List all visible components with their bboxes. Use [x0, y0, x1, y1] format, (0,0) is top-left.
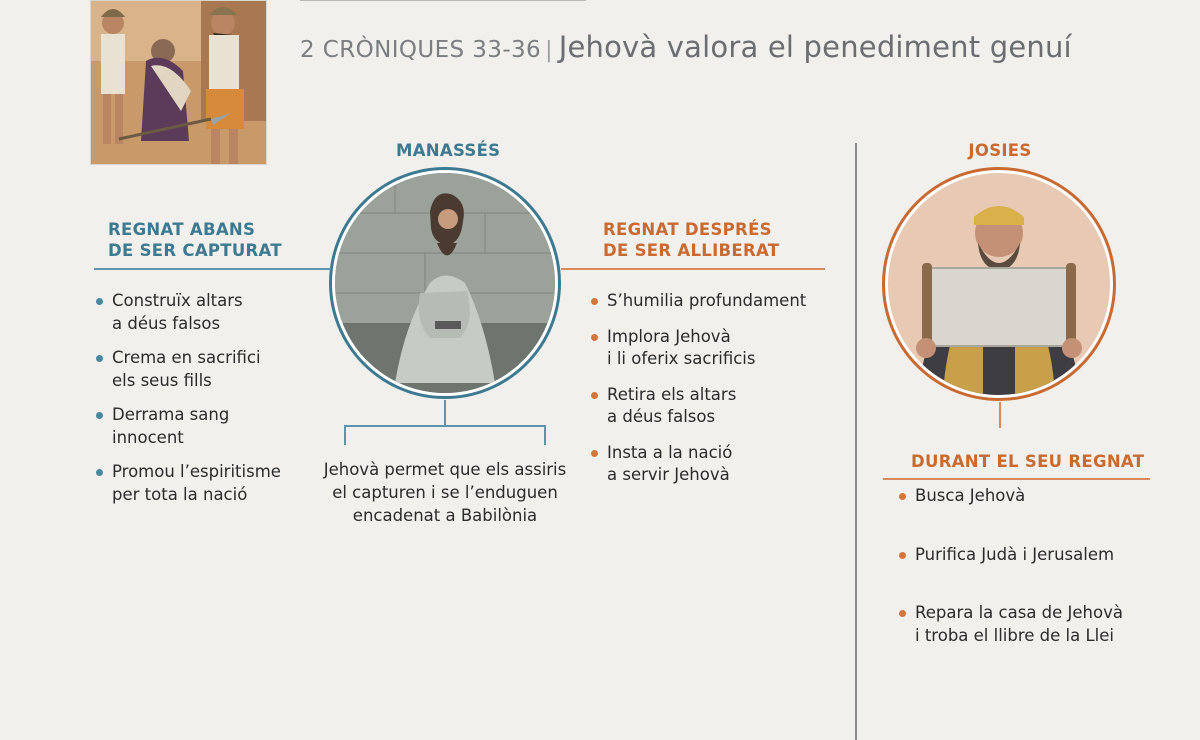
- list-item: Construïx altars a déus falsos: [96, 290, 326, 335]
- list-item: Promou l’espiritisme per tota la nació: [96, 461, 326, 506]
- section-divider: [855, 143, 857, 740]
- manasses-portrait: [329, 167, 561, 399]
- list-item: Busca Jehovà: [899, 485, 1179, 508]
- manasses-after-rule: [561, 268, 825, 270]
- caption-bracket: [344, 425, 546, 445]
- manasses-name: MANASSÉS: [396, 141, 501, 160]
- title-text: Jehovà valora el penediment genuí: [558, 30, 1072, 64]
- title-separator: |: [545, 38, 553, 63]
- list-item: Repara la casa de Jehovà i troba el llibre de la Llei: [899, 602, 1179, 647]
- manasses-before-rule: [94, 268, 331, 270]
- manasses-after-heading: REGNAT DESPRÉS DE SER ALLIBERAT: [603, 220, 780, 260]
- josies-reign-list: [899, 485, 1179, 647]
- manasses-before-heading: REGNAT ABANS DE SER CAPTURAT: [108, 220, 282, 260]
- list-item: Purifica Judà i Jerusalem: [899, 544, 1179, 567]
- page-title: [300, 30, 1072, 64]
- list-item: Derrama sang innocent: [96, 404, 326, 449]
- caption-connector: [444, 400, 446, 425]
- list-item: Implora Jehovà i li oferix sacrificis: [591, 326, 831, 371]
- manasses-before-list: [96, 290, 326, 506]
- list-item: S’humilia profundament: [591, 290, 831, 313]
- manasses-after-list: [591, 290, 831, 487]
- list-item: Retira els altars a déus falsos: [591, 384, 831, 429]
- scripture-reference: 2 CRÒNIQUES 33-36: [300, 37, 542, 63]
- list-item: Crema en sacrifici els seus fills: [96, 347, 326, 392]
- josies-connector: [999, 402, 1001, 428]
- header-illustration: [90, 0, 267, 165]
- josies-reign-rule: [883, 478, 1150, 480]
- josies-portrait: [882, 167, 1116, 401]
- header-rule: [300, 0, 586, 1]
- josies-reign-heading: DURANT EL SEU REGNAT: [911, 452, 1145, 471]
- josies-name: JOSIES: [968, 141, 1032, 160]
- list-item: Insta a la nació a servir Jehovà: [591, 442, 831, 487]
- manasses-caption: Jehovà permet que els assiris el capturen i se l’enduguen encadenat a Babilònia: [323, 460, 567, 525]
